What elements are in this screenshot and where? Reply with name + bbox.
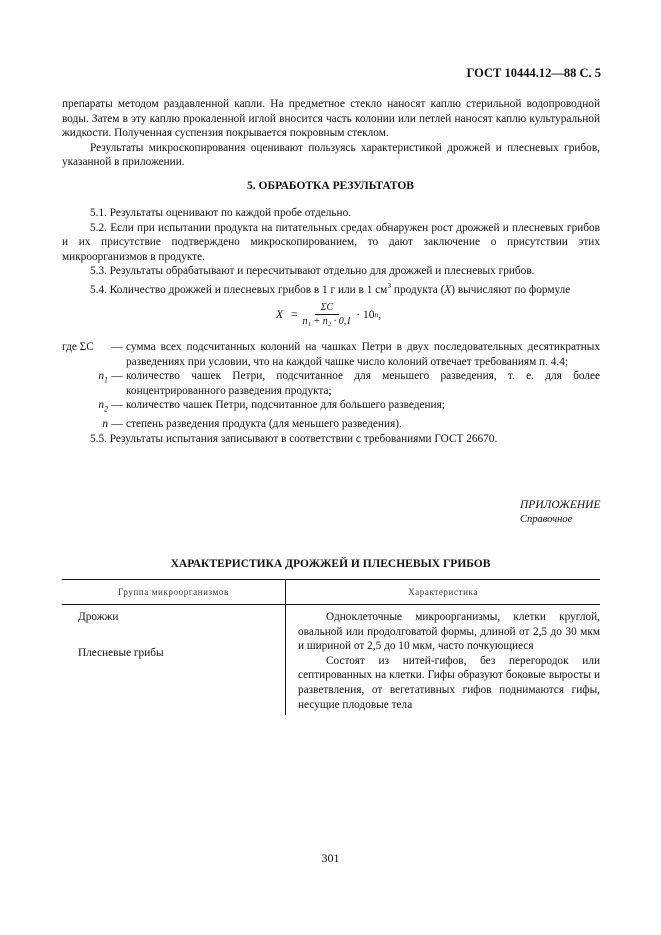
definition-text: количество чашек Петри, подсчитанное для меньшего разведения, т. е. для более концентрированного разведения продукта; <box>126 370 600 397</box>
symbol-n: n <box>98 399 104 412</box>
definition-symbol <box>76 398 108 417</box>
table-header-cell: Характеристика <box>408 587 478 597</box>
definition-text: сумма всех подсчитанных колоний на чашках Петри в двух последовательных десятикратных разведениях при условии, что на каждой чашке число колоний отвечает требованиям п. 4.4; <box>126 341 600 368</box>
item-5-4-text-b: продукта ( <box>391 283 445 296</box>
definition-row <box>62 340 600 369</box>
definition-symbol: где ΣC <box>62 341 94 353</box>
table-cell-group: Дрожжи <box>78 611 119 623</box>
definition-row <box>62 398 600 417</box>
table-header <box>62 579 600 605</box>
indent-spacer <box>62 417 76 432</box>
table-column-descriptions <box>286 605 600 715</box>
table-column-groups <box>62 605 286 715</box>
definition-text: количество чашек Петри, подсчитанное для большего разведения; <box>126 399 445 412</box>
table-cell-desc: Состоят из нитей-гифов, без перегородок или септированных на клетки. Гифы образуют боковые выросты и разветвления, от вегетативных гифов поднимаются гифы, несущие плодовые тела <box>298 654 600 711</box>
table-title: ХАРАКТЕРИСТИКА ДРОЖЖЕЙ И ПЛЕСНЕВЫХ ГРИБОВ <box>170 558 491 570</box>
intro-text <box>62 97 600 170</box>
table-body <box>62 605 600 715</box>
definition-dash: — <box>111 370 123 383</box>
symbol-n: n <box>98 370 104 383</box>
running-header: ГОСТ 10444.12—88 С. 5 <box>466 66 601 80</box>
item-5-1: 5.1. Результаты оценивают по каждой пробе отдельно. <box>90 207 352 219</box>
appendix-title: ПРИЛОЖЕНИЕ <box>520 499 601 511</box>
formula-factor: · 10 <box>356 308 375 321</box>
definition-dash: — <box>111 399 123 412</box>
appendix-subtitle: Справочное <box>520 514 573 525</box>
item-5-4-text-a: 5.4. Количество дрожжей и плесневых грибов в 1 г или в 1 см <box>90 283 388 296</box>
formula-numerator: ΣC <box>315 302 340 315</box>
item-5-4-sup: 3 <box>387 280 392 290</box>
item-5-3: 5.3. Результаты обрабатывают и пересчитывают отдельно для дрожжей и плесневых грибов. <box>90 265 535 278</box>
table-header-cell: Группа микроорганизмов <box>62 580 286 604</box>
section-title: 5. ОБРАБОТКА РЕЗУЛЬТАТОВ <box>247 180 414 192</box>
formula-definitions <box>62 340 600 446</box>
indent-spacer <box>62 369 76 398</box>
item-5-4-text-c: ) вычисляют по формуле <box>451 283 571 296</box>
characteristics-table <box>62 579 600 715</box>
symbol-subscript: 1 <box>104 375 108 385</box>
table-cell-desc: Одноклеточные микроорганизмы, клетки круглой, овальной или продолговатой формы, длиной от 2,5 до 30 мкм и шириной от 2,5 до 10 мкм, часто почкующиеся <box>298 611 600 653</box>
formula-exponent: n <box>374 310 379 319</box>
symbol-subscript: 2 <box>104 404 108 414</box>
table-cell-group: Плесневые грибы <box>78 646 164 659</box>
intro-paragraph-1: препараты методом раздавленной капли. На предметное стекло наносят каплю стерильной водопроводной воды. Затем в эту каплю прокаленной иглой вносится часть колонии или петлей наносят каплю культуральной жидкости. Полученная суспензия покрывается покровным стеклом. <box>62 98 600 140</box>
definition-symbol <box>76 369 108 398</box>
formula-equals: = <box>291 308 298 321</box>
formula-lhs: X <box>276 308 284 321</box>
intro-paragraph-2: Результаты микроскопирования оценивают пользуясь характеристикой дрожжей и плесневых грибов, указанной в приложении. <box>62 141 600 169</box>
formula-denominator: n₁ + n₂ · 0,1 <box>302 316 352 327</box>
definition-text: степень разведения продукта (для меньшего разведения). <box>126 418 402 431</box>
definition-row <box>62 369 600 398</box>
definition-dash: — <box>111 341 123 353</box>
item-5-4-x: X <box>444 283 452 296</box>
item-5-2: 5.2. Если при испытании продукта на питательных средах обнаружен рост дрожжей и плесневых грибов и их присутствие подтверждено микроскопированием, то дают заключение о присутствии этих микроорганизмов в продукте. <box>62 221 600 263</box>
indent-spacer <box>62 398 76 417</box>
formula-tail: , <box>378 308 382 321</box>
formula-fraction <box>303 302 352 327</box>
results-items <box>62 206 600 297</box>
page-number: 301 <box>321 851 340 865</box>
item-5-5: 5.5. Результаты испытания записывают в соответствии с требованиями ГОСТ 26670. <box>90 432 498 445</box>
formula <box>276 302 381 327</box>
item-5-4 <box>62 279 600 297</box>
definition-dash: — <box>111 418 123 431</box>
definition-symbol: n <box>102 418 108 431</box>
definition-row <box>62 417 600 432</box>
